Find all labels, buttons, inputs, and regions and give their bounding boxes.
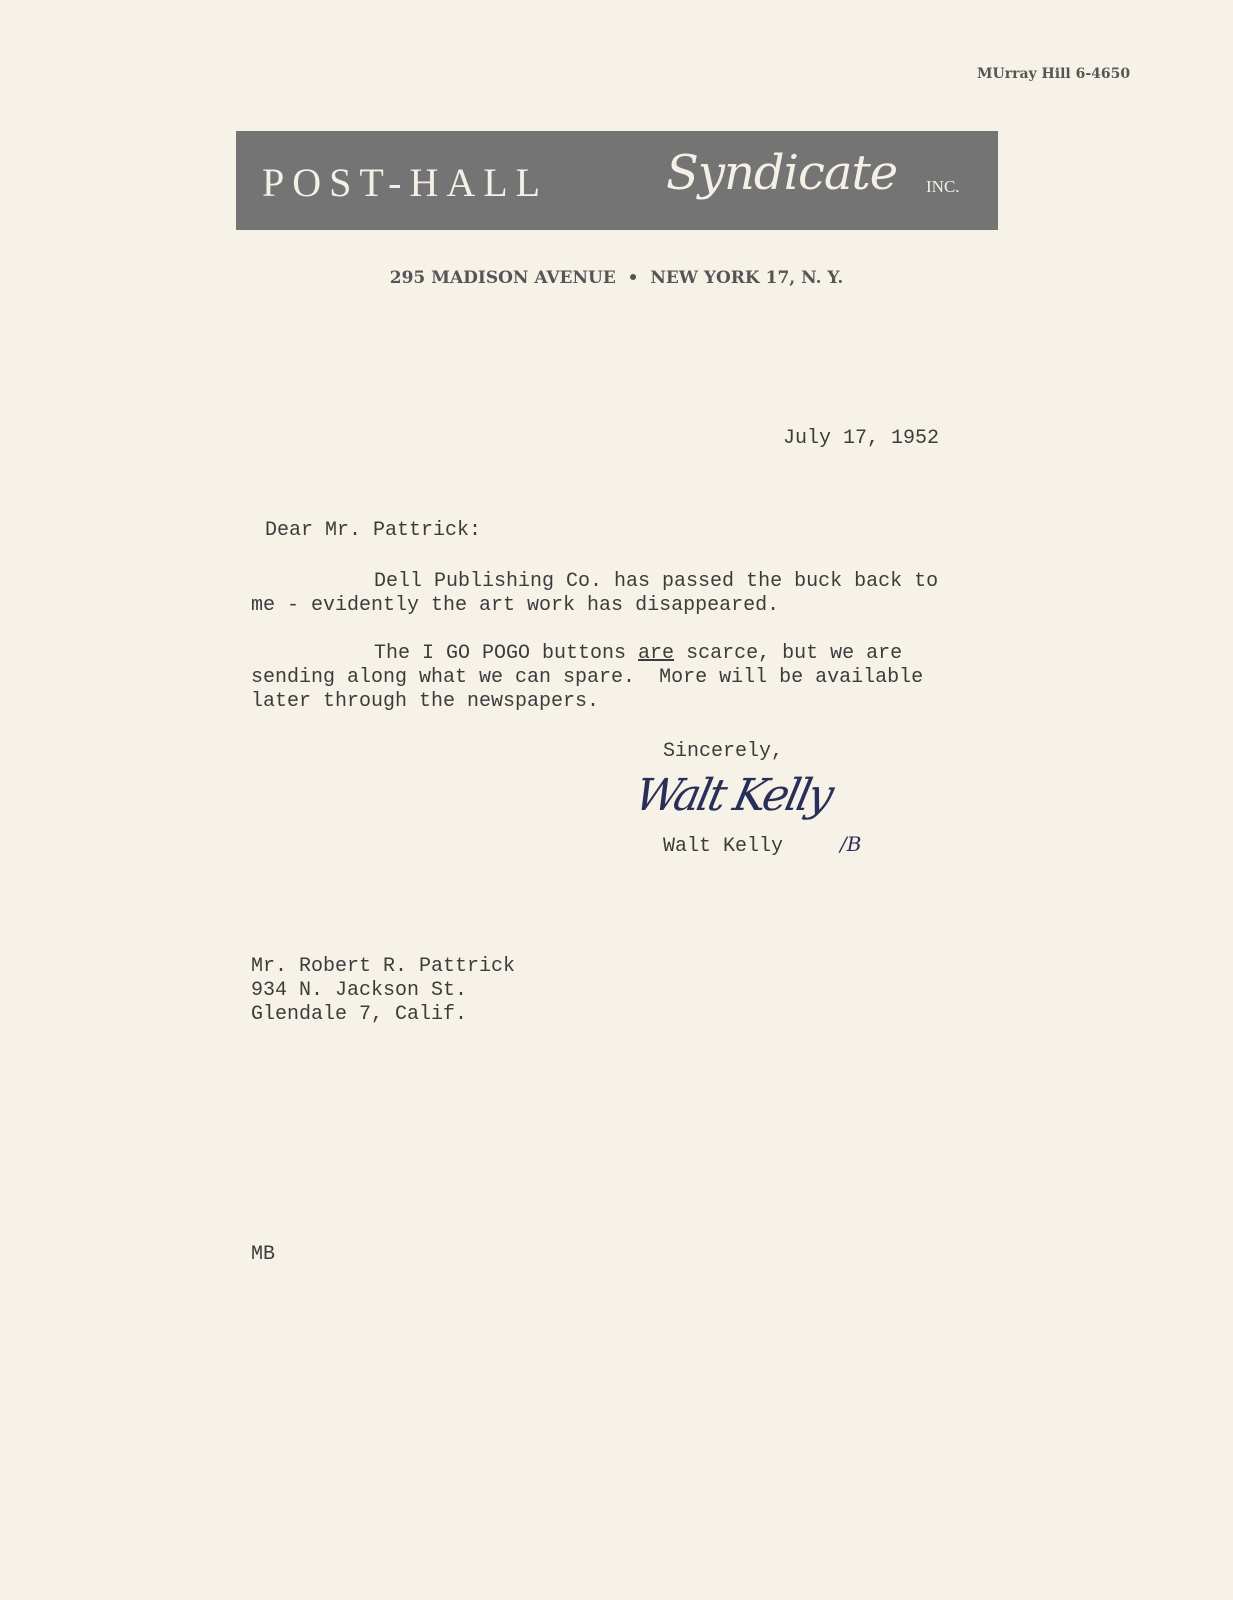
- recipient-name: Mr. Robert R. Pattrick: [251, 955, 516, 978]
- paragraph2-line2: sending along what we can spare. More will be available: [251, 666, 924, 689]
- paragraph2-line1: [374, 642, 902, 666]
- text: The I GO POGO buttons: [374, 642, 639, 665]
- salutation: Dear Mr. Pattrick:: [265, 519, 482, 542]
- company-suffix: INC.: [926, 177, 960, 196]
- paragraph1-line1: Dell Publishing Co. has passed the buck back to: [374, 570, 939, 593]
- closing: Sincerely,: [663, 740, 784, 763]
- paragraph2-line3: later through the newspapers.: [251, 690, 600, 713]
- letterhead-logo-banner: [236, 131, 998, 230]
- typist-initials: MB: [251, 1243, 276, 1266]
- text: scarce, but we are: [674, 642, 903, 665]
- letter-date: July 17, 1952: [783, 427, 940, 450]
- paragraph1-line2: me - evidently the art work has disappeared.: [251, 594, 780, 617]
- company-name: POST-HALL: [262, 160, 549, 205]
- handwritten-initial: /B: [840, 832, 862, 856]
- company-script: Syndicate: [666, 145, 898, 201]
- handwritten-signature: Walt Kelly: [630, 770, 836, 821]
- recipient-street: 934 N. Jackson St.: [251, 979, 468, 1002]
- letterhead-phone: MUrray Hill 6-4650: [977, 66, 1131, 82]
- recipient-city: Glendale 7, Calif.: [251, 1003, 468, 1026]
- letterhead-address: 295 MADISON AVENUE • NEW YORK 17, N. Y.: [389, 268, 844, 288]
- underlined-word: are: [638, 642, 675, 665]
- typed-name: Walt Kelly: [663, 835, 784, 858]
